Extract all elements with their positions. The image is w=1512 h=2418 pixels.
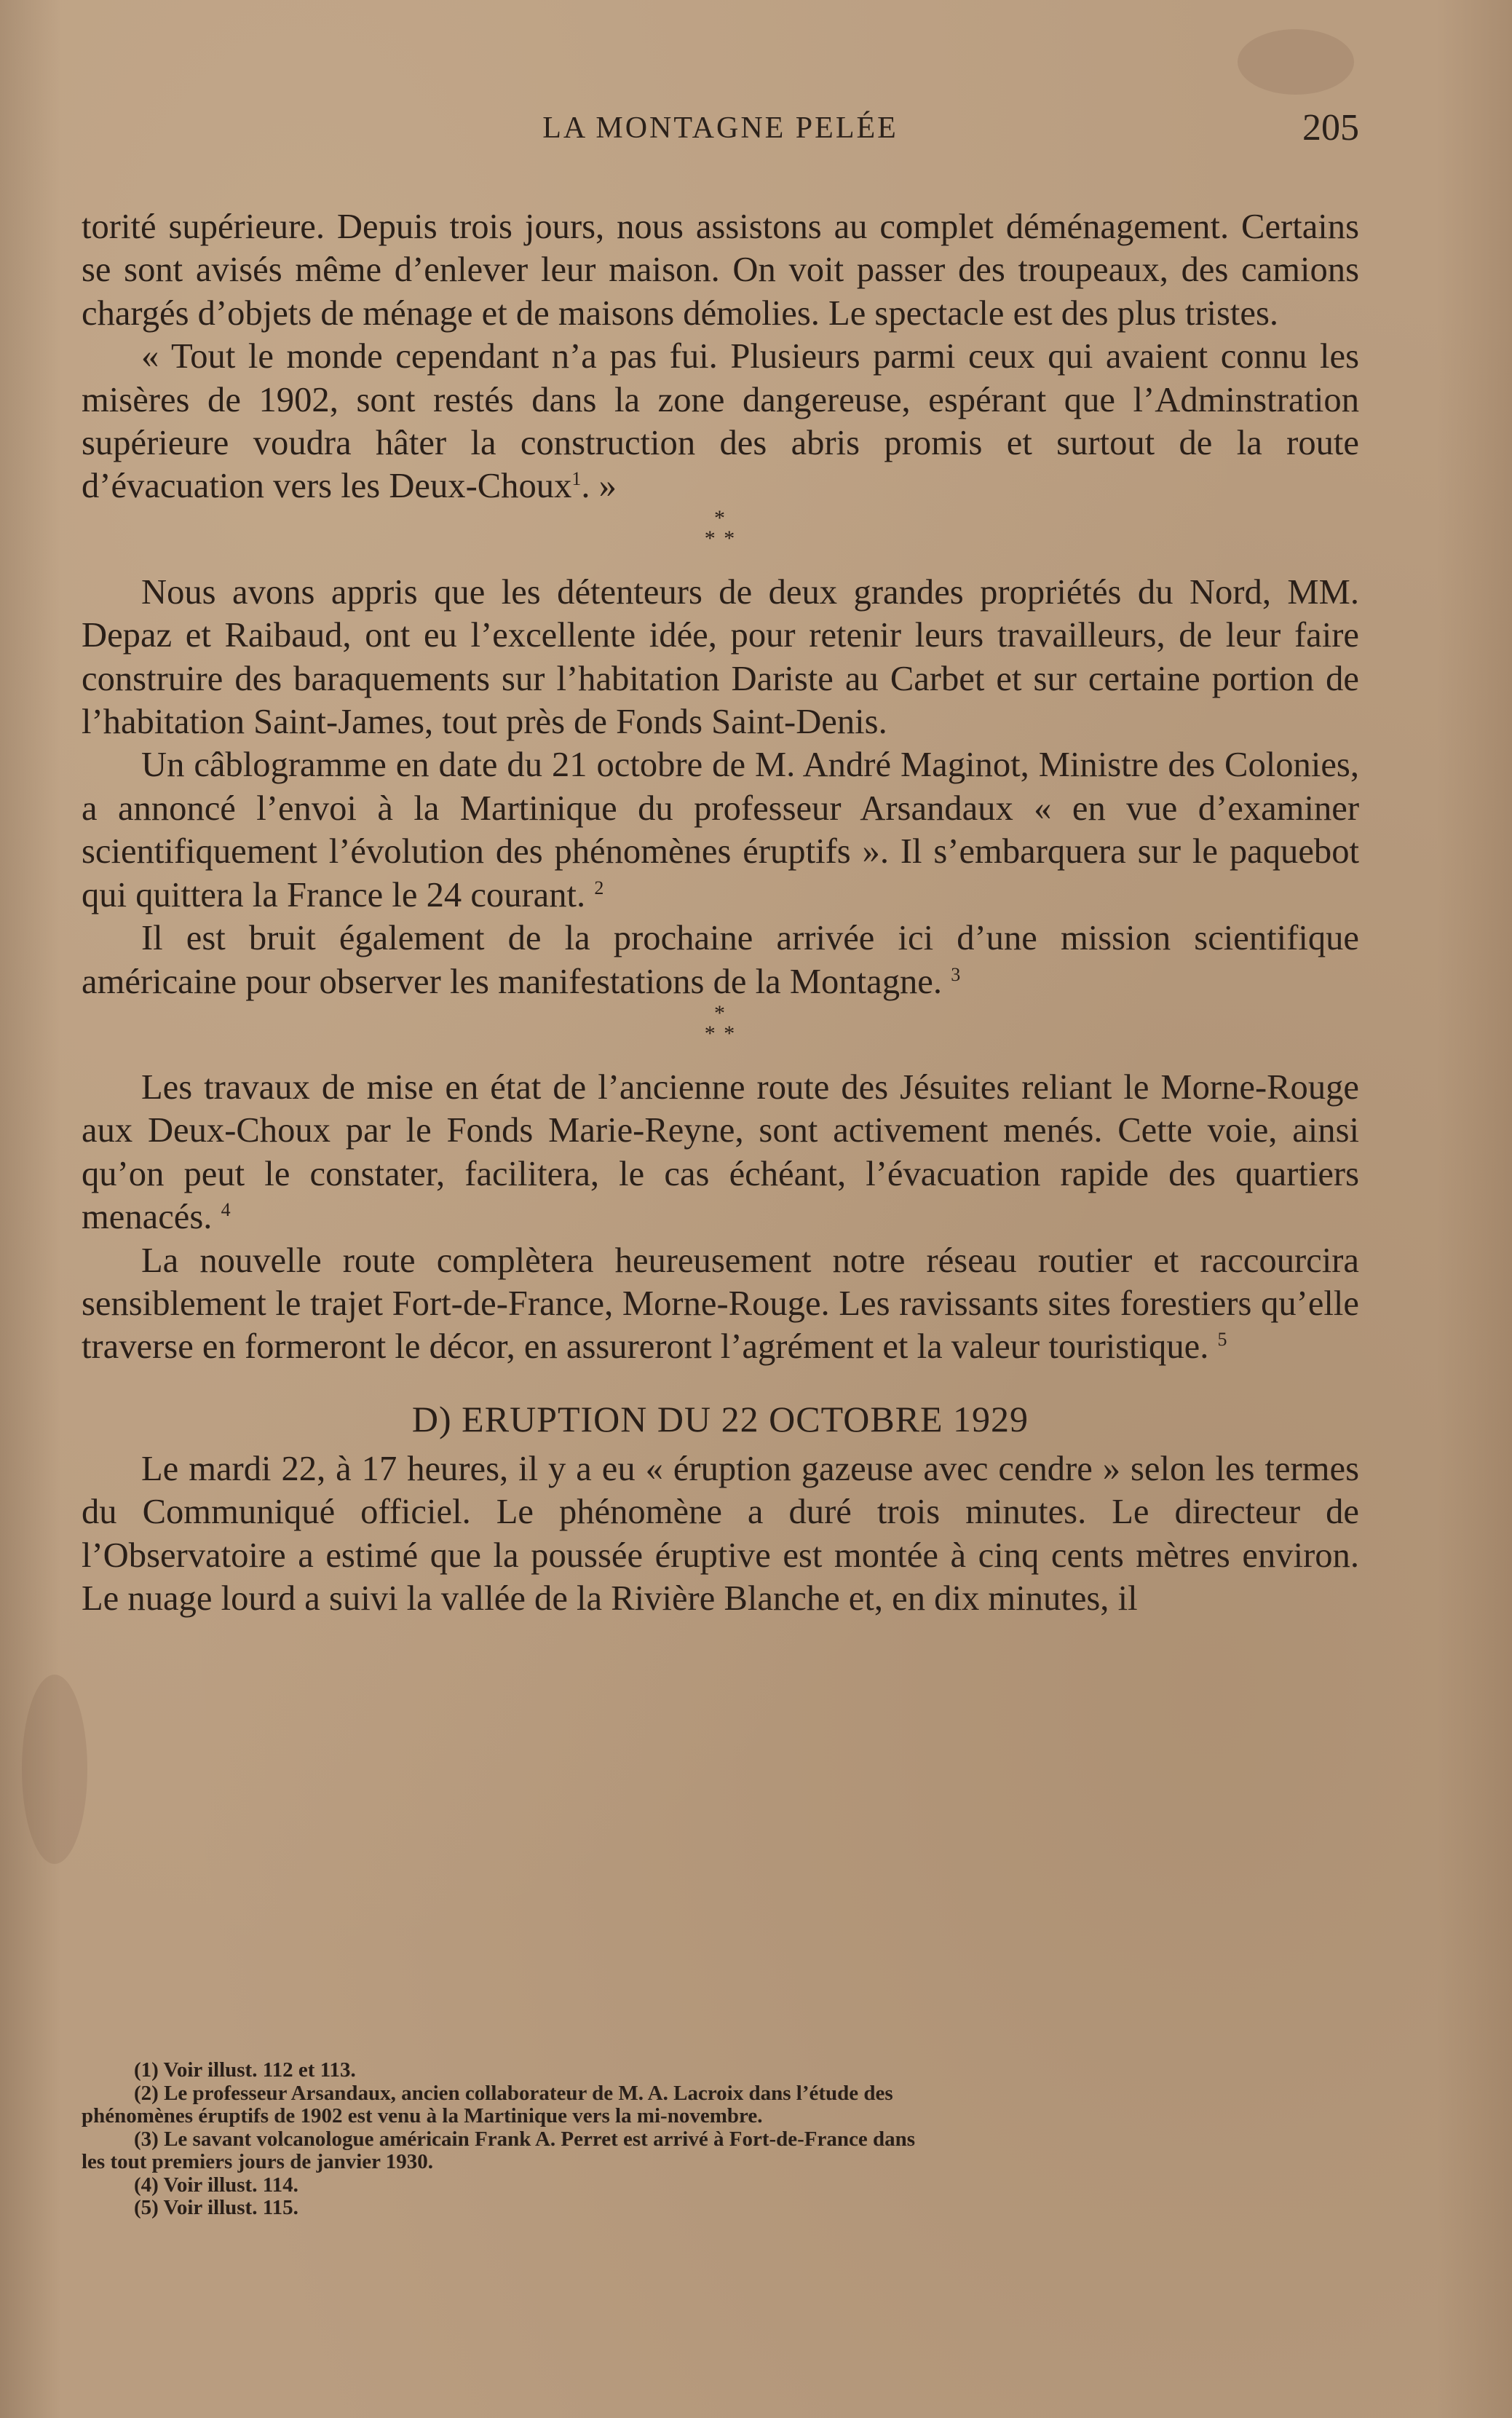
footnote: (5) Voir illust. 115. xyxy=(134,2196,298,2219)
footnote-continuation: les tout premiers jours de janvier 1930. xyxy=(82,2150,434,2173)
paragraph-text: Il est bruit également de la prochaine arrivée ici d’une mission scientifique américaine pour observer les manifestations de la Montagne. xyxy=(82,918,1359,1001)
section-heading: D) ERUPTION DU 22 OCTOBRE 1929 xyxy=(411,1398,1029,1439)
running-title: LA MONTAGNE PELÉE xyxy=(542,111,898,145)
paragraph-text: torité supérieure. Depuis trois jours, nous assistons au complet déménagement. Certains se sont avisés même d’enlever leur maison. On voit passer des troupeaux, des camions chargés d’objets de ménage et de maisons démolies. Le spectacle est des plus tristes. xyxy=(82,207,1359,333)
footnote: (1) Voir illust. 112 et 113. xyxy=(134,2058,356,2082)
paragraph-text: La nouvelle route complètera heureusement notre réseau routier et raccourcira sensiblement le trajet Fort-de-France, Morne-Rouge. Les ravissants sites forestiers qu’elle traverse en formeront le décor, en assureront l’agrément et la valeur touristique. xyxy=(82,1240,1359,1367)
footnote-ref: 4 xyxy=(221,1198,231,1220)
paragraph-text: Un câblogramme en date du 21 octobre de M. André Maginot, Ministre des Colonies, a annoncé l’envoi à la Martinique du professeur Arsandaux « en vue d’examiner scientifiquement l’évolution des phénomènes éruptifs ». Il s’embarquera sur le paquebot qui quittera la France le 24 courant. xyxy=(82,745,1359,914)
paragraph xyxy=(82,1447,1359,1621)
footnote-ref: 3 xyxy=(951,963,961,985)
asterism-bottom: * * xyxy=(704,526,737,550)
paragraph xyxy=(82,1239,1359,1369)
paragraph xyxy=(82,917,1359,1003)
paragraph-text: Nous avons appris que les détenteurs de deux grandes propriétés du Nord, MM. Depaz et Raibaud, ont eu l’excellente idée, pour retenir leurs travailleurs, de leur faire construire des baraquements sur l’habitation Dariste au Carbet et sur certaine portion de l’habitation Saint-James, tout près de Fonds Saint-Denis. xyxy=(82,572,1359,742)
footnote-ref: 2 xyxy=(594,877,604,898)
footnotes xyxy=(82,2059,1359,2220)
body-text xyxy=(82,205,1359,1620)
paragraph xyxy=(82,335,1359,508)
paragraph xyxy=(82,571,1359,744)
footnote-ref: 5 xyxy=(1217,1329,1227,1351)
asterism-top: * xyxy=(714,505,727,530)
running-head xyxy=(82,107,1359,154)
asterism-top: * xyxy=(714,1000,727,1025)
paragraph-text: « Tout le monde cependant n’a pas fui. Plusieurs parmi ceux qui avaient connu les misères de 1902, sont restés dans la zone dangereuse, espérant que l’Adminstration supérieure voudra hâter la construction des abris promis et surtout de la route d’évacuation vers les Deux-Choux xyxy=(82,336,1359,506)
footnote-ref: 1 xyxy=(571,468,582,490)
page-number: 205 xyxy=(1302,107,1359,149)
footnote-continuation: phénomènes éruptifs de 1902 est venu à la Martinique vers la mi-novembre. xyxy=(82,2104,763,2127)
asterism-divider xyxy=(82,1000,1359,1050)
paragraph xyxy=(82,743,1359,917)
asterism-divider xyxy=(82,505,1359,555)
footnote: (4) Voir illust. 114. xyxy=(134,2173,298,2197)
paragraph xyxy=(82,1066,1359,1239)
asterism-bottom: * * xyxy=(704,1021,737,1046)
paper-stain xyxy=(1238,29,1354,95)
paper-stain xyxy=(22,1675,87,1864)
paragraph xyxy=(82,205,1359,335)
paragraph-text: . » xyxy=(581,466,617,506)
paragraph-text: Le mardi 22, à 17 heures, il y a eu « éruption gazeuse avec cendre » selon les termes du Communiqué officiel. Le phénomène a duré trois minutes. Le directeur de l’Observatoire a estimé que la poussée éruptive est montée à cinq cents mètres environ. Le nuage lourd a suivi la vallée de la Rivière Blanche et, en dix minutes, il xyxy=(82,1448,1359,1618)
paragraph-text: Les travaux de mise en état de l’ancienne route des Jésuites reliant le Morne-Rouge aux Deux-Choux par le Fonds Marie-Reyne, sont activement menés. Cette voie, ainsi qu’on peut le constater, facilitera, le cas échéant, l’évacuation rapide des quartiers menacés. xyxy=(82,1067,1359,1237)
footnote: (2) Le professeur Arsandaux, ancien collaborateur de M. A. Lacroix dans l’étude des xyxy=(134,2081,893,2105)
footnote: (3) Le savant volcanologue américain Frank A. Perret est arrivé à Fort-de-France dans xyxy=(134,2127,916,2151)
